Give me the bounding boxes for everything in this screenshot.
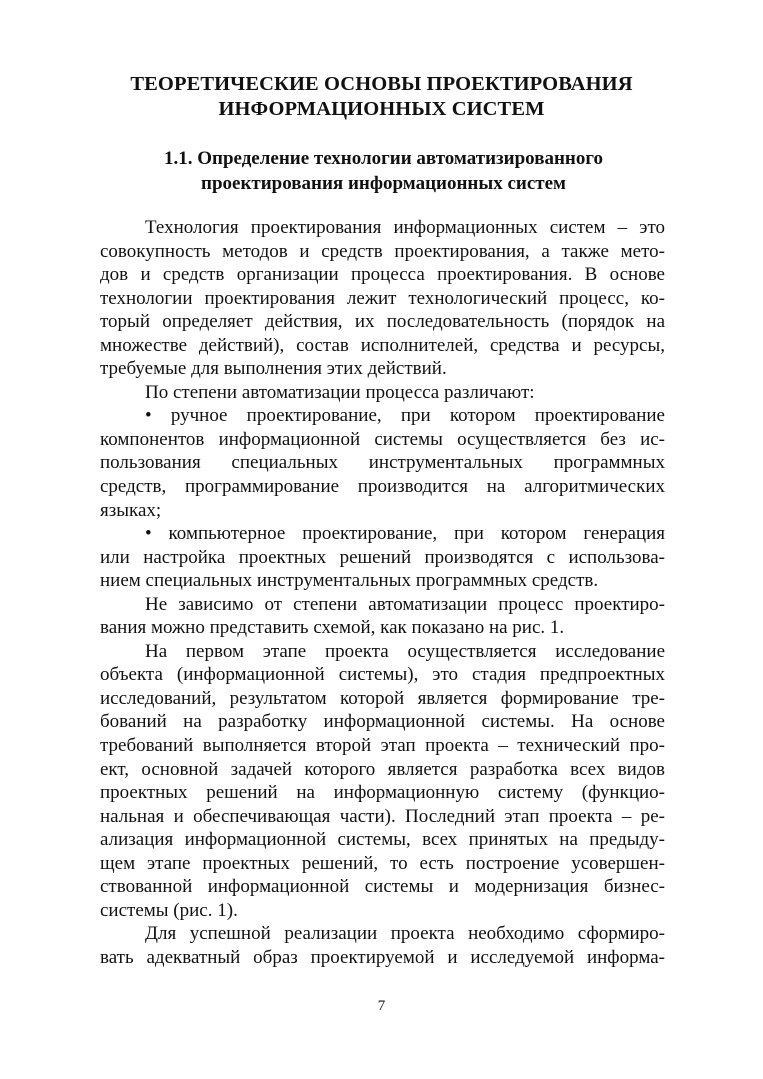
chapter-title (90, 72, 673, 122)
paragraph (100, 922, 665, 969)
text-line: • ручное проектирование, при котором проектирование (145, 405, 665, 427)
text-line: По степени автоматизации процесса различают: (145, 381, 535, 403)
text-line: системы (рис. 1). (100, 899, 238, 921)
text-line: ект, основной задачей которого является разработка всех видов (100, 758, 665, 780)
text-line: вать адекватный образ проектируемой и исследуемой информа- (100, 946, 665, 968)
text-line: множестве действий), состав исполнителей, средства и ресурсы, (100, 334, 665, 356)
text-line: вания можно представить схемой, как показано на рис. 1. (100, 617, 565, 639)
text-line: требований выполняется второй этап проекта – технический про- (100, 735, 665, 757)
text-line: нальная и обеспечивающая части). Последний этап проекта – ре- (100, 805, 665, 827)
text-line: совокупность методов и средств проектирования, а также мето- (100, 240, 665, 262)
text-line: щем этапе проектных решений, то есть построение усовершен- (100, 852, 665, 874)
text-line: средств, программирование производится на алгоритмических (100, 476, 665, 498)
text-line: дов и средств организации процесса проектирования. В основе (100, 264, 665, 286)
body-text (100, 216, 665, 970)
text-line: ализация информационной системы, всех принятых на предыду- (100, 829, 665, 851)
section-heading-line: проектирования информационных систем (201, 173, 566, 194)
text-line: • компьютерное проектирование, при котором генерация (145, 523, 665, 545)
text-line: ствованной информационной системы и модернизация бизнес- (100, 876, 665, 898)
text-line: объекта (информационной системы), это стадия предпроектных (100, 664, 665, 686)
bullet-item (100, 404, 665, 522)
chapter-title-line: ИНФОРМАЦИОННЫХ СИСТЕМ (218, 98, 545, 120)
text-line: Не зависимо от степени автоматизации процесс проектиро- (145, 593, 665, 615)
paragraph (100, 216, 665, 381)
text-line: Технология проектирования информационных систем – это (145, 217, 665, 238)
text-line: Для успешной реализации проекта необходимо сформиро- (145, 923, 665, 945)
text-line: языках; (100, 499, 162, 521)
text-line: или настройка проектных решений производятся с использова- (100, 546, 665, 568)
text-line: пользования специальных инструментальных программных (100, 452, 665, 474)
text-line: технологии проектирования лежит технологический процесс, ко- (100, 287, 665, 309)
paragraph (100, 640, 665, 923)
section-heading (92, 146, 675, 196)
text-line: нием специальных инструментальных программных средств. (100, 570, 599, 592)
paragraph (100, 593, 665, 640)
chapter-title-line: ТЕОРЕТИЧЕСКИЕ ОСНОВЫ ПРОЕКТИРОВАНИЯ (130, 73, 633, 95)
section-heading-line: 1.1. Определение технологии автоматизированного (163, 148, 604, 169)
paragraph (100, 381, 665, 405)
page-number: 7 (377, 998, 386, 1014)
text-line: бований на разработку информационной системы. На основе (100, 711, 665, 733)
bullet-item (100, 522, 665, 593)
text-line: исследований, результатом которой является формирование тре- (100, 687, 665, 709)
text-line: проектных решений на информационную систему (функцио- (100, 782, 665, 804)
text-line: компонентов информационной системы осуществляется без ис- (100, 428, 665, 450)
text-line: торый определяет действия, их последовательность (порядок на (100, 311, 665, 333)
text-line: На первом этапе проекта осуществляется исследование (145, 640, 665, 662)
text-line: требуемые для выполнения этих действий. (100, 358, 447, 380)
